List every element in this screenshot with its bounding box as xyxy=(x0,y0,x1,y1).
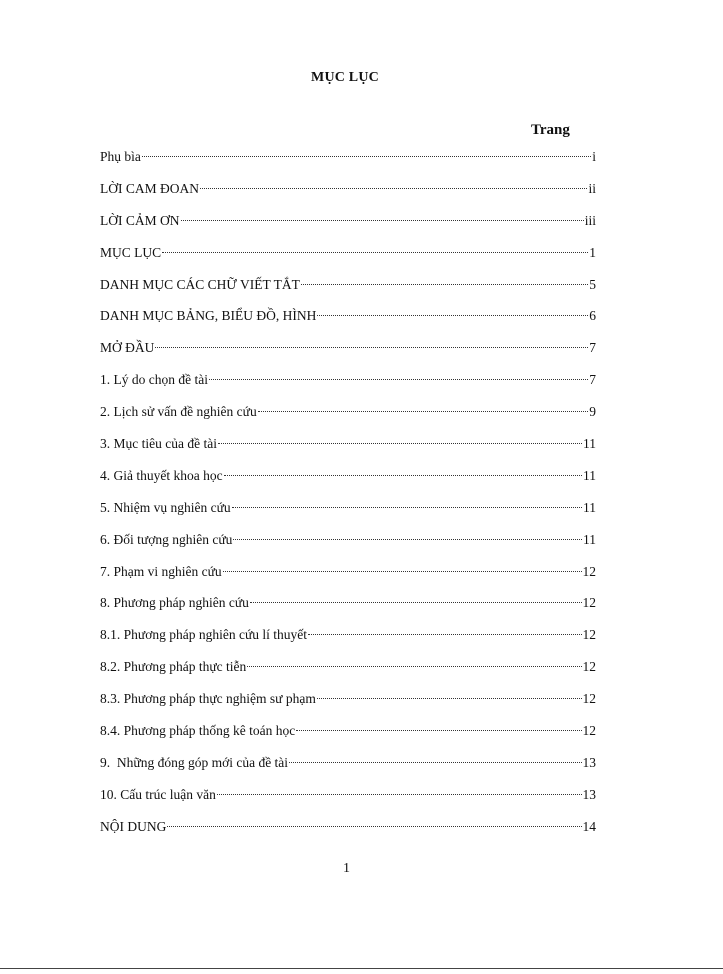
toc-entry-page: 12 xyxy=(582,627,596,643)
toc-entry-page: 12 xyxy=(582,691,596,707)
toc-entry-page: 7 xyxy=(589,372,596,388)
toc-entry-label: LỜI CAM ĐOAN xyxy=(100,180,199,196)
footer-page-number: 1 xyxy=(343,861,350,876)
table-of-contents xyxy=(100,146,596,848)
toc-entry xyxy=(100,561,596,593)
toc-entry xyxy=(100,305,596,337)
toc-entry-label: 6. Đối tượng nghiên cứu xyxy=(100,531,233,547)
toc-entry xyxy=(100,624,596,656)
toc-dot-leader xyxy=(142,156,591,157)
toc-entry-label: 8.2. Phương pháp thực tiễn xyxy=(100,659,247,675)
toc-dot-leader xyxy=(200,188,587,189)
toc-dot-leader xyxy=(317,698,582,699)
toc-entry-label: NỘI DUNG xyxy=(100,818,167,834)
toc-dot-leader xyxy=(181,220,584,221)
toc-dot-leader xyxy=(209,379,588,380)
toc-entry xyxy=(100,688,596,720)
toc-entry-page: 6 xyxy=(589,308,596,324)
toc-entry xyxy=(100,720,596,752)
toc-dot-leader xyxy=(218,443,582,444)
page-column-header: Trang xyxy=(531,122,570,138)
toc-entry xyxy=(100,242,596,274)
toc-entry-page: 12 xyxy=(582,723,596,739)
toc-entry-label: Phụ bìa xyxy=(100,149,141,164)
toc-entry-label: 1. Lý do chọn đề tài xyxy=(100,372,208,388)
toc-dot-leader xyxy=(301,284,588,285)
toc-entry xyxy=(100,497,596,529)
toc-dot-leader xyxy=(223,571,582,572)
bottom-rule xyxy=(0,968,723,969)
toc-entry-page: 14 xyxy=(582,818,596,834)
toc-entry-label: 8.1. Phương pháp nghiên cứu lí thuyết xyxy=(100,627,308,643)
toc-dot-leader xyxy=(162,252,588,253)
toc-dot-leader xyxy=(289,762,581,763)
toc-entry-page: 13 xyxy=(582,786,596,802)
toc-dot-leader xyxy=(155,347,588,348)
toc-entry-page: 11 xyxy=(583,467,596,483)
toc-entry-label: MỤC LỤC xyxy=(100,244,162,260)
toc-entry xyxy=(100,274,596,306)
toc-entry-page: 7 xyxy=(589,340,596,356)
toc-entry xyxy=(100,656,596,688)
toc-entry xyxy=(100,816,596,848)
toc-entry-label: 9. Những đóng góp mới của đề tài xyxy=(100,754,289,770)
toc-entry-label: 8.3. Phương pháp thực nghiệm sư phạm xyxy=(100,691,316,707)
toc-dot-leader xyxy=(317,315,588,316)
toc-entry-page: 11 xyxy=(583,499,596,515)
toc-entry-label: DANH MỤC CÁC CHỮ VIẾT TẮT xyxy=(100,276,300,292)
toc-entry-label: 8. Phương pháp nghiên cứu xyxy=(100,595,249,611)
toc-entry xyxy=(100,369,596,401)
toc-entry xyxy=(100,592,596,624)
toc-entry xyxy=(100,337,596,369)
toc-entry-label: MỞ ĐẦU xyxy=(100,340,155,356)
toc-dot-leader xyxy=(224,475,582,476)
toc-entry-page: iii xyxy=(584,212,596,228)
toc-entry-page: i xyxy=(592,149,596,164)
toc-entry-page: 9 xyxy=(589,404,596,420)
toc-entry-label: LỜI CẢM ƠN xyxy=(100,212,180,228)
toc-entry-label: 2. Lịch sử vấn đề nghiên cứu xyxy=(100,404,257,420)
toc-entry-label: 5. Nhiệm vụ nghiên cứu xyxy=(100,499,231,515)
toc-dot-leader xyxy=(247,666,581,667)
toc-entry-label: 7. Phạm vi nghiên cứu xyxy=(100,563,222,579)
toc-dot-leader xyxy=(167,826,581,827)
toc-entry xyxy=(100,752,596,784)
toc-entry xyxy=(100,784,596,816)
toc-entry-page: 11 xyxy=(583,531,596,547)
toc-entry-label: DANH MỤC BẢNG, BIỂU ĐỒ, HÌNH xyxy=(100,308,317,324)
toc-dot-leader xyxy=(233,539,582,540)
toc-entry-page: 12 xyxy=(582,659,596,675)
toc-entry xyxy=(100,210,596,242)
toc-entry-page: 13 xyxy=(582,754,596,770)
toc-entry xyxy=(100,529,596,561)
toc-entry xyxy=(100,178,596,210)
toc-entry-label: 4. Giả thuyết khoa học xyxy=(100,467,223,483)
toc-entry-label: 8.4. Phương pháp thống kê toán học xyxy=(100,723,296,739)
toc-entry-label: 3. Mục tiêu của đề tài xyxy=(100,436,217,452)
page-title: MỤC LỤC xyxy=(311,70,379,85)
toc-entry-page: 5 xyxy=(589,276,596,292)
toc-dot-leader xyxy=(296,730,581,731)
toc-entry-label: 10. Cấu trúc luận văn xyxy=(100,786,216,802)
toc-entry-page: ii xyxy=(588,180,596,196)
toc-dot-leader xyxy=(232,507,582,508)
toc-dot-leader xyxy=(258,411,589,412)
toc-entry-page: 12 xyxy=(582,563,596,579)
toc-entry xyxy=(100,433,596,465)
toc-dot-leader xyxy=(250,602,582,603)
toc-entry-page: 1 xyxy=(589,244,596,260)
toc-entry-page: 12 xyxy=(582,595,596,611)
toc-dot-leader xyxy=(308,634,581,635)
toc-entry xyxy=(100,401,596,433)
toc-dot-leader xyxy=(217,794,582,795)
toc-entry xyxy=(100,146,596,178)
toc-entry xyxy=(100,465,596,497)
toc-entry-page: 11 xyxy=(583,436,596,452)
